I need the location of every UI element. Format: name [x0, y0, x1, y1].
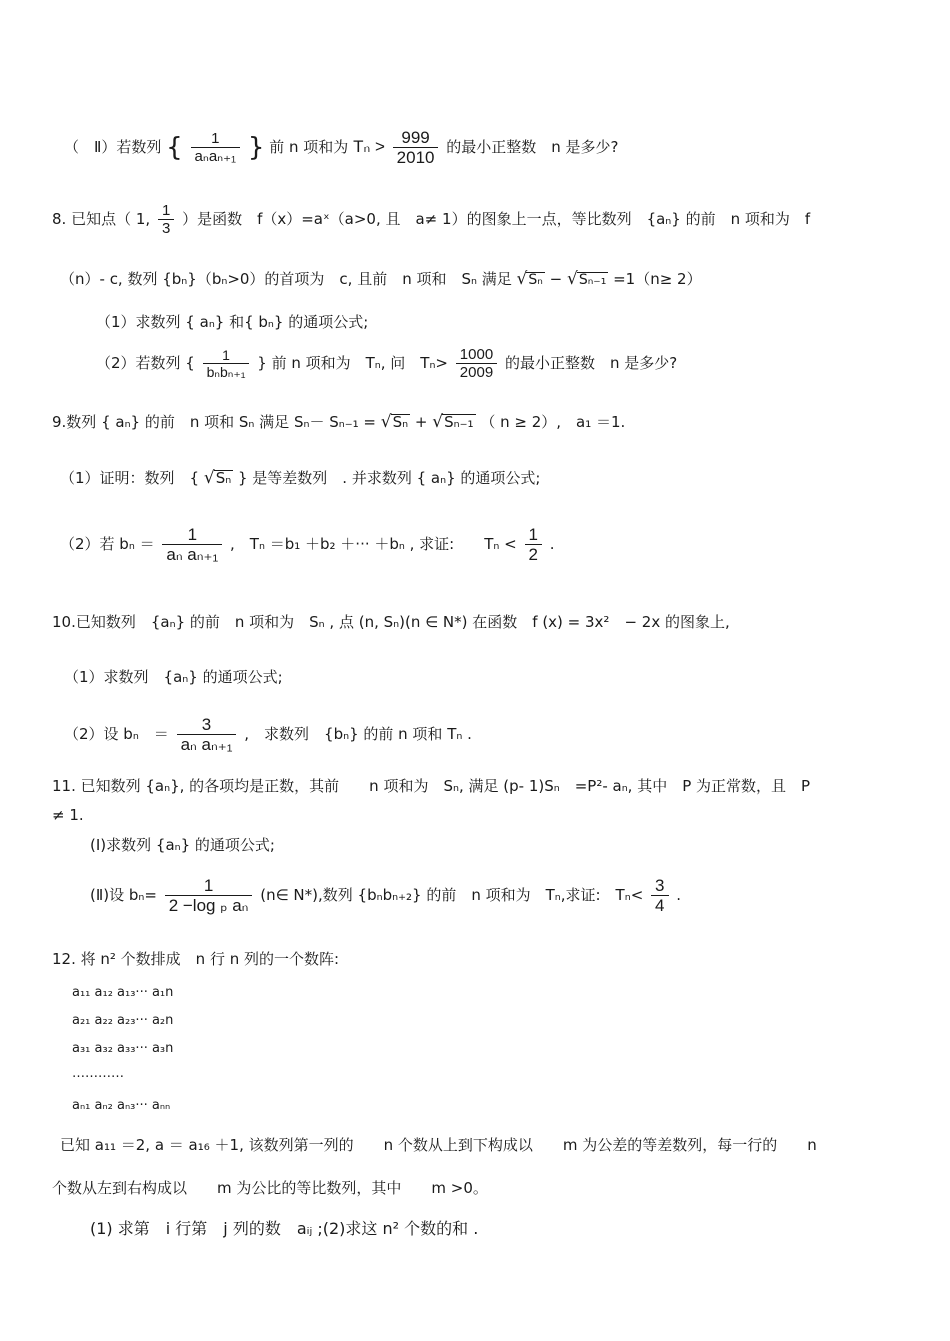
q10-bn-denominator: aₙ aₙ₊₁ [180, 735, 233, 754]
q9-bn-denominator: aₙ aₙ₊₁ [166, 545, 219, 564]
q9-line1-a: 9.数列 { aₙ} 的前 n 项和 Sₙ 满足 Sₙ－ Sₙ₋₁ = [52, 413, 376, 431]
q8-part2-c: 的最小正整数 n 是多少? [504, 354, 678, 372]
q7-mid-text: 前 n 项和为 [269, 138, 349, 156]
q10-part2-a: （2）设 bₙ ＝ [64, 725, 169, 743]
q11-bound-numerator: 3 [651, 876, 668, 896]
q8-point-numerator: 1 [158, 202, 174, 220]
q12-condition-2: 个数从左到右构成以 m 为公比的等比数列，其中 m >0。 [52, 1179, 488, 1197]
matrix-row-n: aₙ₁ aₙ₂ aₙ₃··· aₙₙ [72, 1098, 171, 1113]
q8-term-fraction [203, 347, 250, 380]
q8-line2-b: =1（n≥ 2） [613, 270, 702, 288]
q9-line1-b: （ n ≥ 2）, a₁ ＝1. [480, 413, 626, 431]
q9-plus: + [414, 413, 428, 431]
q10-bn-fraction [177, 715, 237, 754]
q9-part2 [60, 525, 555, 564]
q8-sqrt-sn: Sₙ [528, 272, 543, 288]
q8-part2-a: （2）若数列 { [96, 354, 195, 372]
q8-part2 [96, 346, 677, 381]
q9-part2-a: （2）若 bₙ ＝ [60, 535, 155, 553]
q10-part2-b: , 求数列 {bₙ} 的前 n 项和 Tₙ . [244, 725, 472, 743]
q7-bound-fraction [393, 128, 439, 167]
q11-line1: 11. 已知数列 {aₙ}, 的各项均是正数，其前 n 项和为 Sₙ, 满足 (p- 1)Sₙ =P²- aₙ, 其中 P 为正常数，且 P [52, 777, 811, 795]
q7-part2-line [64, 128, 619, 167]
q9-part1 [60, 470, 540, 487]
q9-sqrt-sn: Sₙ [392, 413, 409, 431]
q9-part2-c: . [549, 535, 555, 553]
q7-term-numerator: 1 [191, 130, 241, 148]
q9-bound-fraction [525, 525, 542, 564]
q12-line1: 12. 将 n² 个数排成 n 行 n 列的一个数阵: [52, 950, 340, 968]
q11-part1: (Ⅰ)求数列 {aₙ} 的通项公式; [90, 836, 275, 854]
q8-point-denominator: 3 [161, 220, 171, 237]
q9-part1-b: } 是等差数列 . 并求数列 { aₙ} 的通项公式; [238, 469, 541, 487]
matrix-row-2: a₂₁ a₂₂ a₂₃··· a₂n [72, 1013, 174, 1028]
q8-bound-fraction [456, 346, 497, 381]
left-brace: { [166, 132, 183, 163]
sqrt-icon: √ [567, 269, 578, 289]
q8-minus: − [549, 270, 563, 288]
q11-bound-fraction [651, 876, 668, 915]
matrix-ellipsis: ………… [72, 1066, 124, 1081]
q8-bound-numerator: 1000 [456, 346, 497, 364]
q12-condition-1: 已知 a₁₁ ＝2, a ＝ a₁₆ ＋1, 该数列第一列的 n 个数从上到下构成以 m 为公差的等差数列，每一行的 n [60, 1136, 817, 1154]
q11-part2-c: . [676, 886, 682, 904]
matrix-row-3: a₃₁ a₃₂ a₃₃··· a₃n [72, 1041, 174, 1056]
sqrt-icon: √ [380, 412, 392, 432]
q8-line1 [52, 202, 810, 237]
q10-part2 [64, 715, 472, 754]
q8-part2-b: } 前 n 项和为 Tₙ, 问 Tₙ> [257, 354, 449, 372]
q7-term-denominator: aₙaₙ₊₁ [194, 148, 237, 165]
q8-line1-a: 8. 已知点（ 1, [52, 210, 151, 228]
q7-part2-prefix: （ Ⅱ）若数列 [64, 138, 162, 156]
q9-part2-b: , Tₙ ＝b₁ ＋b₂ ＋··· ＋bₙ , 求证: Tₙ < [230, 535, 517, 553]
q8-line1-b: ）是函数 f（x）=aˣ（a>0, 且 a≠ 1）的图象上一点，等比数列 {aₙ} 的前 n 项和为 f [182, 210, 811, 228]
q8-part1: （1）求数列 { aₙ} 和{ bₙ} 的通项公式; [96, 313, 369, 331]
q9-sqrt-sn1: Sₙ₋₁ [444, 413, 474, 431]
q10-bn-numerator: 3 [177, 715, 237, 735]
q8-point-fraction [158, 202, 174, 237]
q8-bound-denominator: 2009 [459, 364, 494, 381]
sqrt-icon: √ [516, 269, 528, 289]
q7-term-fraction [191, 130, 241, 165]
q8-line2-a: （n）- c, 数列 {bₙ}（bₙ>0）的首项为 c, 且前 n 项和 Sₙ 满足 [60, 270, 512, 288]
q9-bound-numerator: 1 [525, 525, 542, 545]
q9-line1 [52, 414, 625, 431]
q9-bn-fraction [162, 525, 222, 564]
sqrt-icon: √ [203, 468, 215, 488]
q9-part1-sqrt: Sₙ [215, 469, 232, 487]
right-brace: } [247, 132, 265, 163]
q11-bn-numerator: 1 [165, 876, 253, 896]
q11-part2-b: (n∈ N*),数列 {bₙbₙ₊₂} 的前 n 项和为 Tₙ,求证: Tₙ< [260, 886, 644, 904]
q11-bound-denominator: 4 [655, 896, 665, 915]
q8-term-numerator: 1 [203, 347, 250, 364]
q8-term-denominator: bₙbₙ₊₁ [206, 364, 246, 380]
q12-question: (1) 求第 i 行第 j 列的数 aᵢⱼ ;(2)求这 n² 个数的和 . [90, 1219, 479, 1238]
matrix-row-1: a₁₁ a₁₂ a₁₃··· a₁n [72, 985, 174, 1000]
q11-part2 [90, 876, 681, 915]
q11-bn-denominator: 2 −log ₚ aₙ [168, 896, 249, 915]
sqrt-icon: √ [432, 412, 444, 432]
q10-line1: 10.已知数列 {aₙ} 的前 n 项和为 Sₙ , 点 (n, Sₙ)(n ∈ N*) 在函数 f (x) = 3x² − 2x 的图象上, [52, 613, 730, 631]
q10-part1: （1）求数列 {aₙ} 的通项公式; [64, 668, 283, 686]
q9-part1-a: （1）证明：数列 { [60, 469, 200, 487]
q8-sqrt-sn1: Sₙ₋₁ [578, 272, 607, 288]
q11-line2: ≠ 1. [52, 806, 84, 824]
q8-line2 [60, 271, 702, 288]
q7-suffix: 的最小正整数 n 是多少? [446, 138, 619, 156]
q9-bn-numerator: 1 [162, 525, 222, 545]
q11-part2-a: (Ⅱ)设 bₙ= [90, 886, 157, 904]
q7-bound-numerator: 999 [393, 128, 439, 148]
q11-bn-fraction [165, 876, 253, 915]
q9-bound-denominator: 2 [528, 545, 538, 564]
q7-tn: Tₙ > [353, 137, 385, 156]
q7-bound-denominator: 2010 [396, 148, 435, 167]
